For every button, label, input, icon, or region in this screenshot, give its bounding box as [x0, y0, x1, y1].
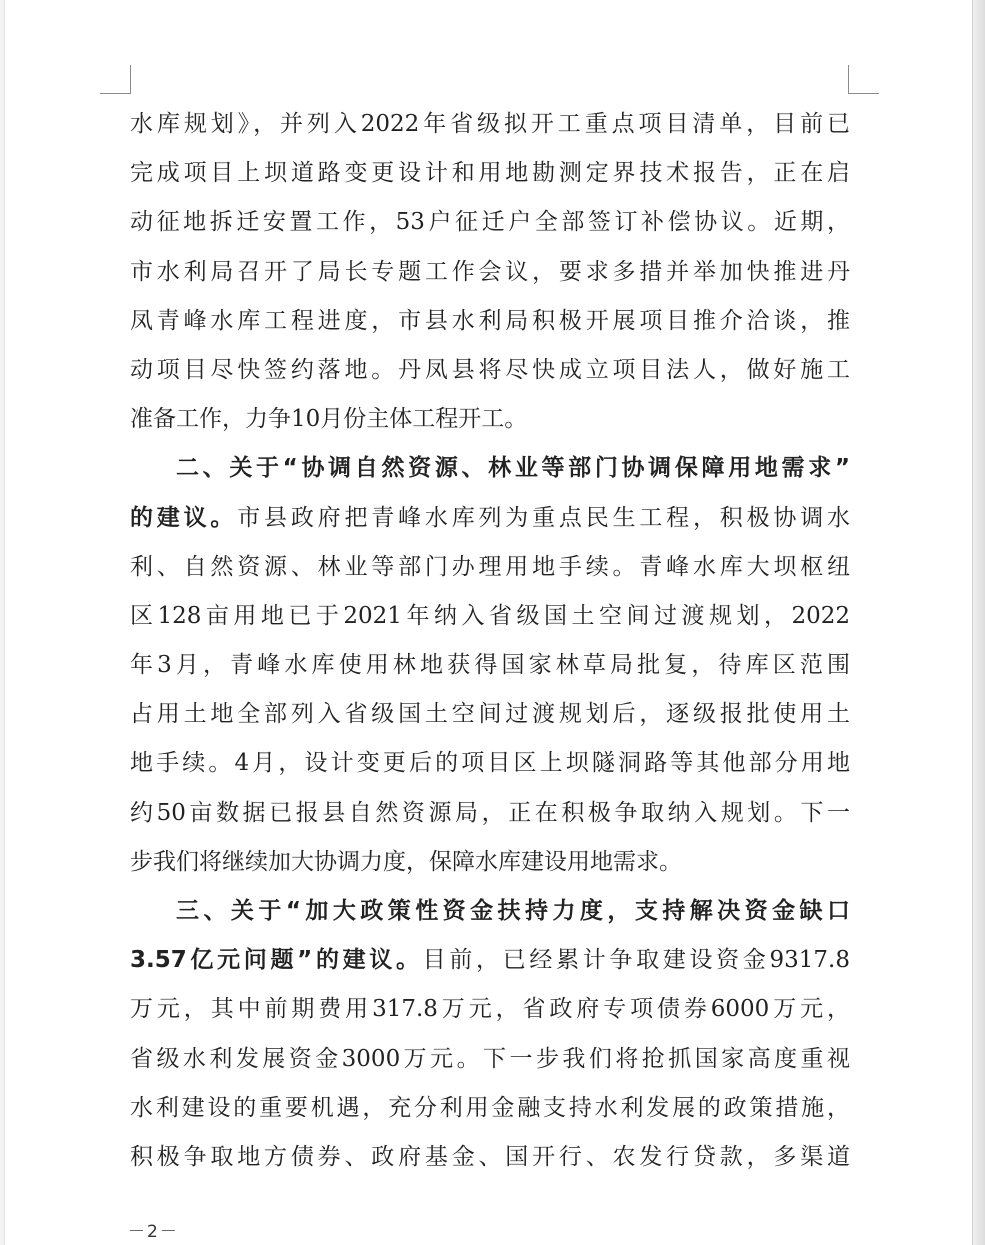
- section-heading: 二、关于“协调自然资源、林业等部门协调保障用地需求”: [176, 455, 850, 482]
- text-line: 约50亩数据已报县自然资源局，正在积极争取纳入规划。下一: [130, 799, 850, 826]
- page-right-edge: [972, 0, 985, 1245]
- text-line: 积极争取地方债券、政府基金、国开行、农发行贷款，多渠道: [130, 1143, 850, 1170]
- text-line: 地手续。4月，设计变更后的项目区上坝隧洞路等其他部分用地: [130, 750, 850, 777]
- margin-corner-mark-top-left: [100, 65, 131, 94]
- section-funding: [130, 887, 850, 1182]
- paragraph-reservoir-progress: [130, 100, 850, 444]
- text-line: 年3月，青峰水库使用林地获得国家林草局批复，待库区范围: [130, 652, 850, 679]
- document-body: [130, 100, 850, 1182]
- text-line: [130, 936, 850, 985]
- text-run: 目前，已经累计争取建设资金9317.8: [422, 947, 850, 974]
- text-line: 省级水利发展资金3000万元。下一步我们将抢抓国家高度重视: [130, 1045, 850, 1072]
- text-line: 动征地拆迁安置工作，53户征迁户全部签订补偿协议。近期，: [130, 209, 850, 236]
- text-run: 市县政府把青峰水库列为重点民生工程，积极协调水: [237, 504, 851, 531]
- text-line: 市水利局召开了局长专题工作会议，要求多措并举加快推进丹: [130, 258, 850, 285]
- text-line: 准备工作，力争10月份主体工程开工。: [130, 406, 528, 433]
- text-line: 区128亩用地已于2021年纳入省级国土空间过渡规划，2022: [130, 602, 850, 629]
- text-line: 凤青峰水库工程进度，市县水利局积极开展项目推介洽谈，推: [130, 307, 850, 334]
- text-line: [130, 494, 850, 543]
- page-number: －2－: [128, 1222, 179, 1242]
- text-line: 动项目尽快签约落地。丹凤县将尽快成立项目法人，做好施工: [130, 356, 850, 383]
- text-line: 占用土地全部列入省级国土空间过渡规划后，逐级报批使用土: [130, 701, 850, 728]
- section-heading: 三、关于“加大政策性资金扶持力度，支持解决资金缺口: [176, 898, 850, 924]
- text-line: 步我们将继续加大协调力度，保障水库建设用地需求。: [130, 848, 682, 875]
- margin-corner-mark-top-right: [848, 65, 879, 94]
- text-line: 水利建设的重要机遇，充分利用金融支持水利发展的政策措施，: [130, 1094, 850, 1121]
- text-line: 水库规划》，并列入2022年省级拟开工重点项目清单，目前已: [130, 111, 850, 137]
- text-line: 利、自然资源、林业等部门办理用地手续。青峰水库大坝枢纽: [130, 553, 850, 580]
- text-line: 万元，其中前期费用317.8万元，省政府专项债券6000万元，: [130, 996, 850, 1023]
- section-heading-end: 的建议。: [130, 504, 238, 531]
- section-land-use: [130, 444, 850, 887]
- section-heading-end: 3.57亿元问题”的建议。: [130, 947, 423, 974]
- page-left-edge: [0, 0, 5, 1245]
- text-line: 完成项目上坝道路变更设计和用地勘测定界技术报告，正在启: [130, 160, 850, 187]
